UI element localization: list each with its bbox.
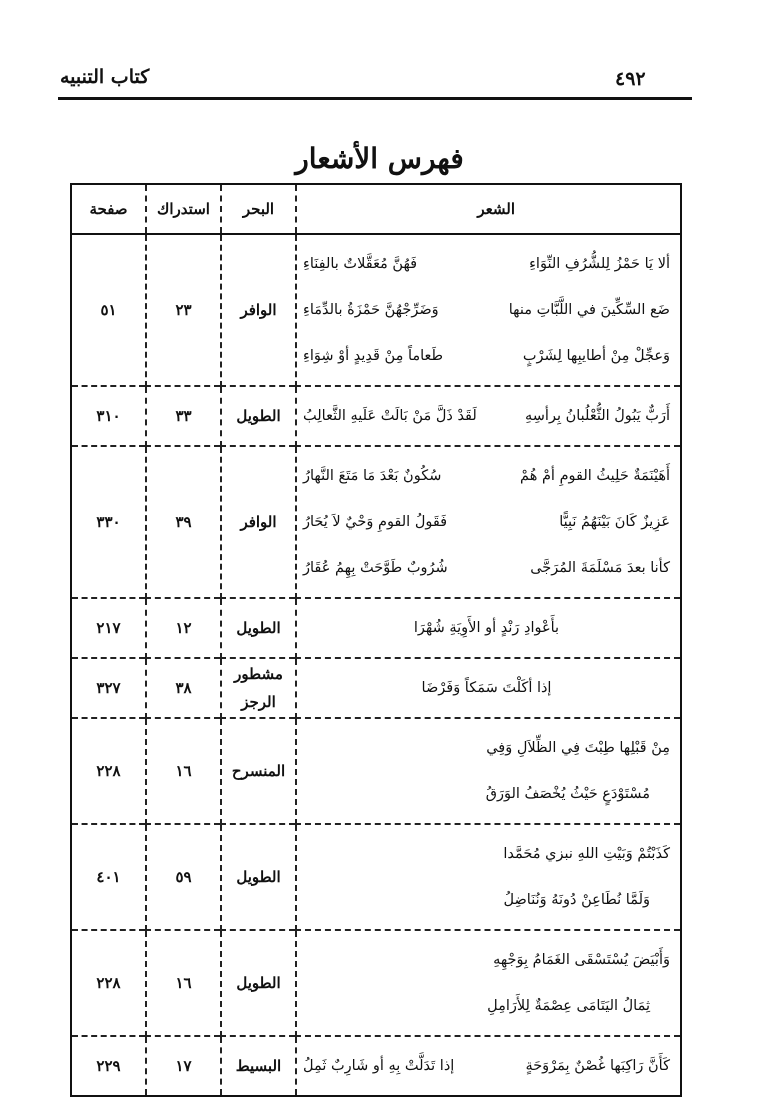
reference-cell: ١٦ bbox=[146, 930, 221, 1036]
poetry-index-table bbox=[70, 183, 682, 1097]
verse-first-hemistich: كَأَنَّ رَاكِبَها غُصْنٌ بِمَرْوَحَةٍ bbox=[525, 1058, 670, 1074]
page-cell: ٥١ bbox=[71, 234, 146, 386]
verse-line: وَأَبْيَضَ يُسْتَسْقَى الغَمَامُ بِوَجْهِهِ bbox=[493, 952, 670, 968]
verse-line: إذا أكَلْتَ سَمَكاً وَفَرْضَا bbox=[421, 680, 552, 696]
verse-second-hemistich: طَعاماً مِنْ قَدِيدٍ أوْ شِوَاءِ bbox=[303, 348, 444, 364]
poetry-cell bbox=[296, 718, 681, 824]
meter-cell: الطويل bbox=[221, 598, 296, 658]
reference-cell: ٣٩ bbox=[146, 446, 221, 598]
reference-cell: ٣٨ bbox=[146, 658, 221, 718]
reference-cell: ١٢ bbox=[146, 598, 221, 658]
meter-cell: البسيط bbox=[221, 1036, 296, 1096]
page-number: ٤٩٢ bbox=[615, 68, 646, 90]
verse-line bbox=[303, 241, 670, 287]
page-cell: ٢٢٨ bbox=[71, 930, 146, 1036]
verse-line: وَلَمَّا نُطَاعِنْ دُونَهُ وَنُنَاضِلُ bbox=[503, 892, 650, 908]
verse-second-hemistich: شُرُوبٌ طَوَّحَتْ بِهِمُ عُقَارُ bbox=[303, 560, 448, 576]
meter-cell: الوافر bbox=[221, 234, 296, 386]
verse-line bbox=[303, 545, 670, 591]
poetry-cell bbox=[296, 824, 681, 930]
verse-line: مِنْ قَبْلِها طِبْتَ فِي الظِّلاَلِ وَفِي bbox=[486, 740, 670, 756]
verse-line: كَذَبْتُمْ وَبَيْتِ اللهِ نبزي مُحَمَّدا bbox=[503, 846, 670, 862]
reference-cell: ١٧ bbox=[146, 1036, 221, 1096]
table-row bbox=[71, 386, 681, 446]
poetry-cell bbox=[296, 234, 681, 386]
table-row bbox=[71, 1036, 681, 1096]
header-poetry: الشعر bbox=[296, 184, 681, 234]
table-row bbox=[71, 234, 681, 386]
meter-cell: الطويل bbox=[221, 930, 296, 1036]
table-header-row bbox=[71, 184, 681, 234]
poetry-cell bbox=[296, 930, 681, 1036]
poetry-cell bbox=[296, 386, 681, 446]
header-meter: البحر bbox=[221, 184, 296, 234]
poetry-cell bbox=[296, 1036, 681, 1096]
page-cell: ٢١٧ bbox=[71, 598, 146, 658]
page-cell: ٣٢٧ bbox=[71, 658, 146, 718]
meter-cell: المنسرح bbox=[221, 718, 296, 824]
verse-second-hemistich: إذا تَدَلَّتْ بِهِ أو شَارِبٌ ثَمِلُ bbox=[303, 1058, 455, 1074]
table-row bbox=[71, 658, 681, 718]
verse-line: مُسْتَوْدَعٍ حَيْثُ يُخْصَفُ الوَرَقُ bbox=[485, 786, 650, 802]
poetry-cell bbox=[296, 446, 681, 598]
verse-second-hemistich: فَهُنَّ مُعَقَّلاتٌ بالفِنَاءِ bbox=[303, 256, 418, 272]
page-cell: ٤٠١ bbox=[71, 824, 146, 930]
verse-line: ثِمَالُ اليَتَامَى عِصْمَةٌ لِلأَرَامِلِ bbox=[487, 998, 650, 1014]
verse-second-hemistich: وَضَرِّجْهُنَّ حَمْزَةُ بالدِّمَاءِ bbox=[303, 302, 439, 318]
verse-line bbox=[303, 453, 670, 499]
verse-line bbox=[303, 393, 670, 439]
verse-first-hemistich: أَهَيْنَمَةٌ حَلِيثُ القومِ أمْ هُمْ bbox=[520, 468, 670, 484]
verse-line: بأَعْوادِ رَنْدٍ أو الأَوِيَةِ شُهْرَا bbox=[413, 620, 560, 636]
verse-second-hemistich: فَقَولُ القومِ وَحْيٌ لاَ يُحَارُ bbox=[303, 514, 448, 530]
page-cell: ٣٣٠ bbox=[71, 446, 146, 598]
table-row bbox=[71, 718, 681, 824]
verse-second-hemistich: لَقَدْ ذَلَّ مَنْ بَالَتْ عَلَيهِ الثَّعالِبُ bbox=[303, 408, 477, 424]
header-page: صفحة bbox=[71, 184, 146, 234]
verse-line bbox=[303, 499, 670, 545]
meter-cell: الوافر bbox=[221, 446, 296, 598]
verse-first-hemistich: ضَع السِّكِّينَ في اللَّبَّاتِ منها bbox=[508, 302, 670, 318]
verse-first-hemistich: عَزِيزٌ كَانَ بَيْنَهُمُ نَبِيًّا bbox=[559, 514, 670, 530]
poetry-cell bbox=[296, 658, 681, 718]
verse-line bbox=[303, 333, 670, 379]
table-row bbox=[71, 930, 681, 1036]
table-row bbox=[71, 824, 681, 930]
verse-second-hemistich: سُكُونٌ بَعْدَ مَا مَتَعَ النَّهارُ bbox=[303, 468, 442, 484]
verse-line bbox=[303, 1043, 670, 1089]
verse-first-hemistich: أَرَبٌّ يَبُولُ الثُّعْلُبانُ بِرأسِهِ bbox=[525, 408, 670, 424]
verse-line bbox=[303, 287, 670, 333]
reference-cell: ٥٩ bbox=[146, 824, 221, 930]
meter-cell: مشطور الرجز bbox=[221, 658, 296, 718]
reference-cell: ١٦ bbox=[146, 718, 221, 824]
verse-first-hemistich: كأنا بعدَ مَسْلَمَةَ المُرَجَّى bbox=[530, 560, 670, 576]
verse-first-hemistich: وَعجِّلْ مِنْ أطايبِها لِشَرْبٍ bbox=[522, 348, 670, 364]
header-reference: استدراك bbox=[146, 184, 221, 234]
header-rule bbox=[58, 97, 692, 100]
verse-first-hemistich: ألا يَا حَمْزُ لِلشُّرُفِ النِّوَاءِ bbox=[529, 256, 670, 272]
page-cell: ٣١٠ bbox=[71, 386, 146, 446]
running-head-title: كتاب التنبيه bbox=[60, 66, 150, 88]
page-cell: ٢٢٩ bbox=[96, 1057, 121, 1075]
table-row bbox=[71, 446, 681, 598]
reference-cell: ٣٣ bbox=[146, 386, 221, 446]
page-cell: ٢٢٨ bbox=[71, 718, 146, 824]
table-row bbox=[71, 598, 681, 658]
reference-cell: ٢٣ bbox=[146, 234, 221, 386]
poetry-cell bbox=[296, 598, 681, 658]
section-title: فهرس الأشعار bbox=[295, 142, 464, 175]
meter-cell: الطويل bbox=[221, 824, 296, 930]
meter-cell: الطويل bbox=[221, 386, 296, 446]
